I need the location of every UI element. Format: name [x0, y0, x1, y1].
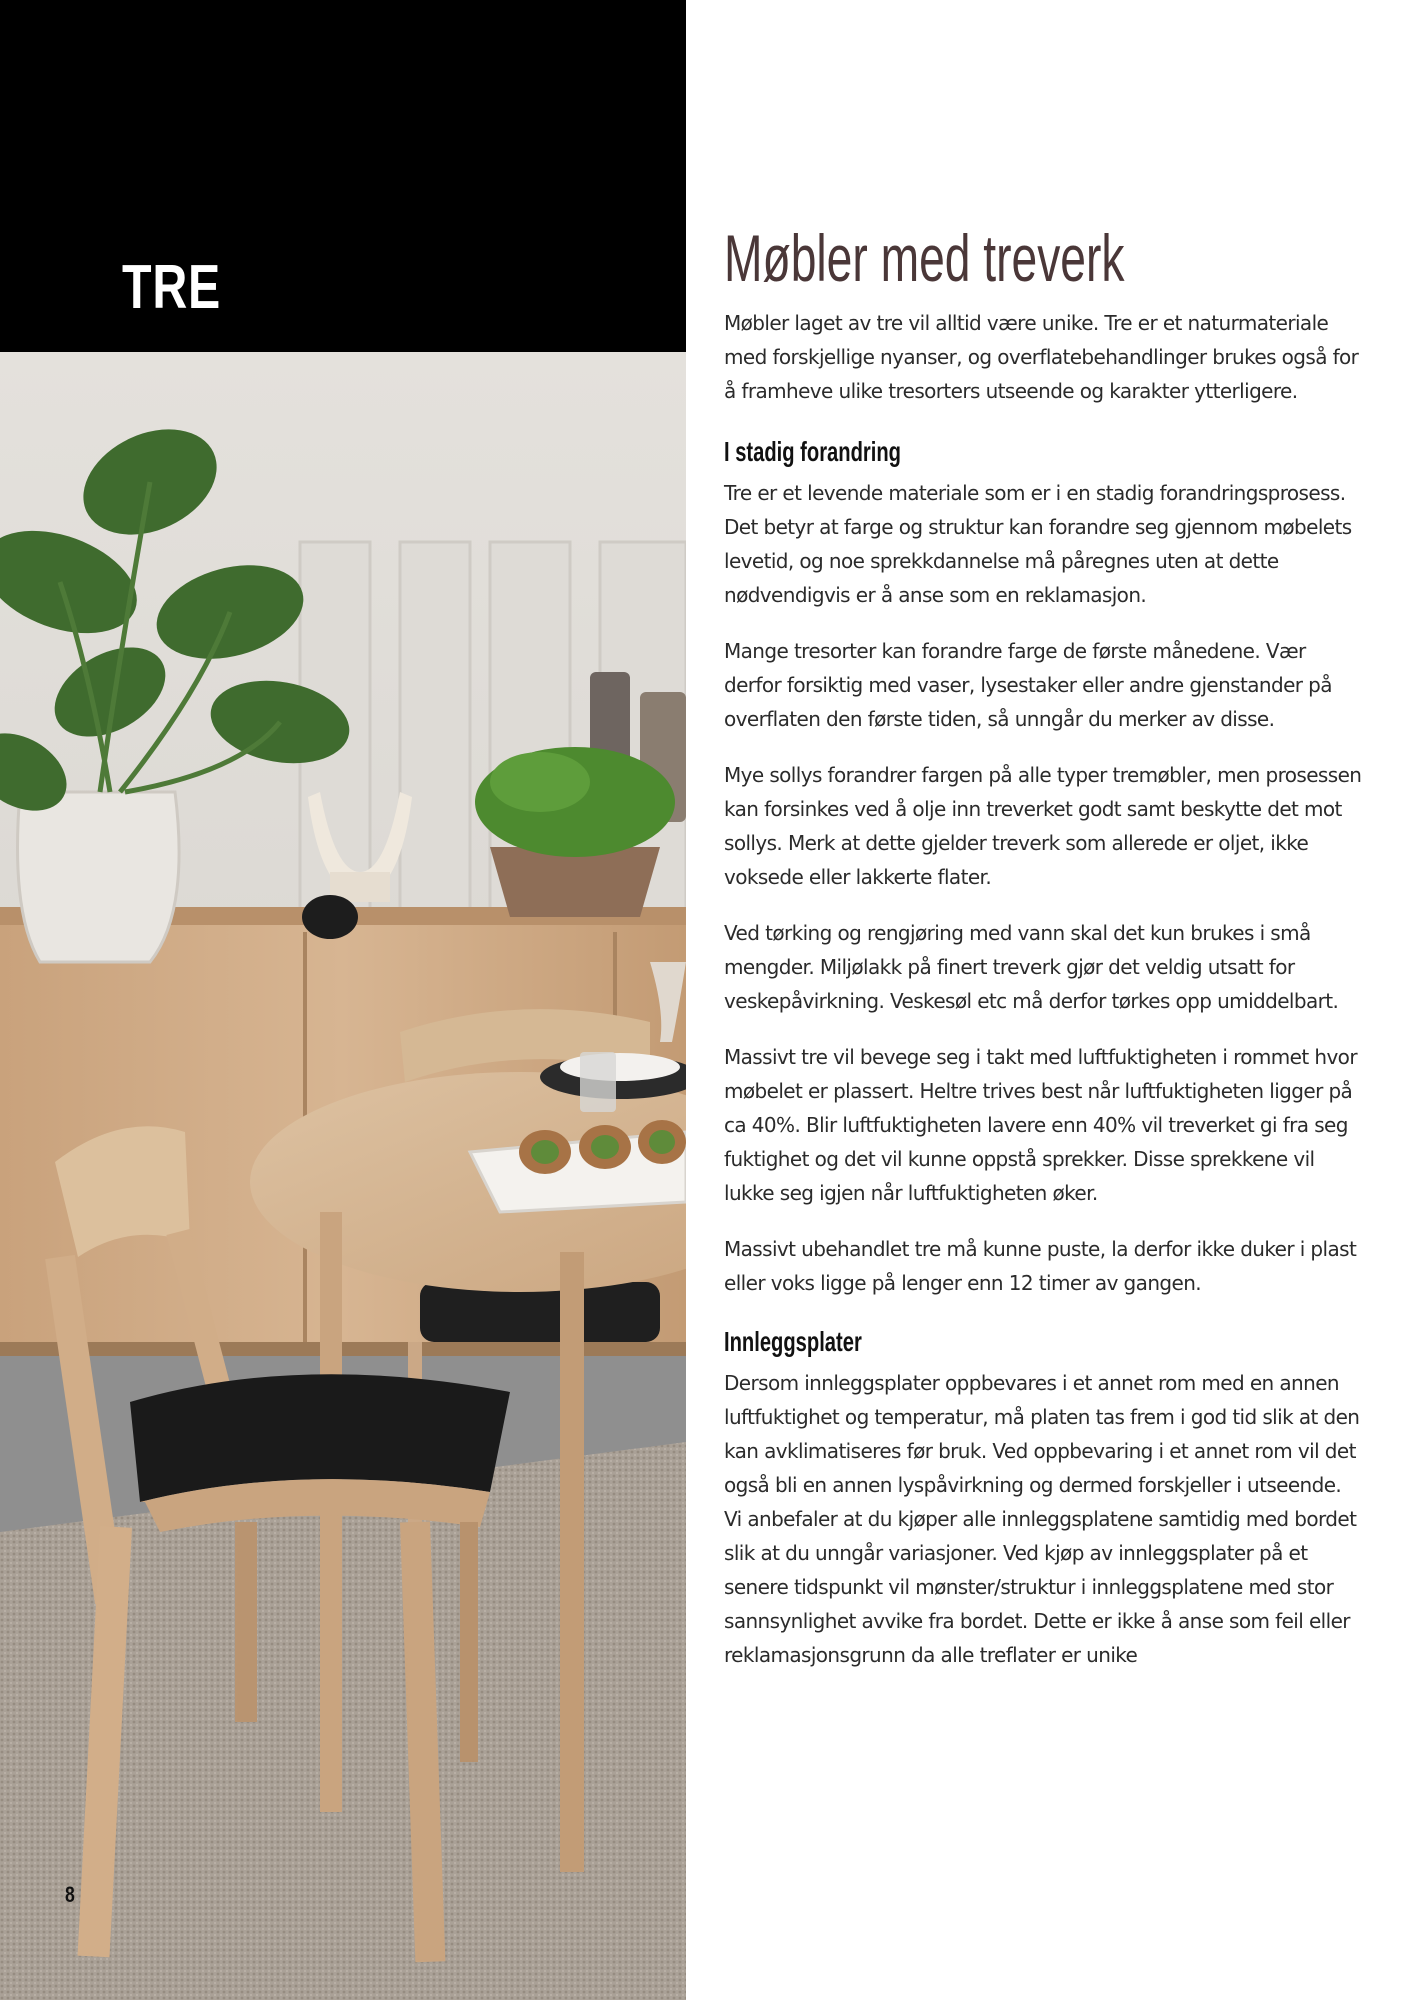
paragraph: Massivt ubehandlet tre må kunne puste, la derfor ikke duker i plast eller voks ligge på lenger enn 12 timer av gangen.	[724, 1237, 1357, 1295]
dining-room-photo	[0, 352, 686, 2000]
paragraph: Tre er et levende materiale som er i en stadig forandringsprosess. Det betyr at farge og struktur kan forandre seg gjennom møbelets levetid, og noe sprekkdannelse må påregnes uten at dette nødvendigvis er å anse som en reklamasjon.	[724, 481, 1352, 607]
article	[724, 218, 1364, 1694]
section-header-block	[0, 0, 686, 352]
paragraph: Mange tresorter kan forandre farge de første månedene. Vær derfor forsiktig med vaser, lysestaker eller andre gjenstander på overflaten den første tiden, så unngår du merker av disse.	[724, 639, 1332, 731]
section-heading-innleggsplater: Innleggsplater	[724, 1326, 862, 1357]
page-title: Møbler med treverk	[724, 221, 1125, 295]
left-panel	[0, 0, 686, 2000]
paragraph: Massivt tre vil bevege seg i takt med luftfuktigheten i rommet hvor møbelet er plassert. Heltre trives best når luftfuktigheten ligger på ca 40%. Blir luftfuktigheten lavere enn 40% vil treverket gi fra seg fuktighet og det vil kunne oppstå sprekker. Disse sprekkene vil lukke seg igjen når luftfuktigheten øker.	[724, 1045, 1357, 1205]
paragraph: Dersom innleggsplater oppbevares i et annet rom med en annen luftfuktighet og temperatur, må platen tas frem i god tid slik at den kan avklimatiseres før bruk. Ved oppbevaring i et annet rom vil det også bli en annen lyspåvirkning og dermed forskjeller i utseende. Vi anbefaler at du kjøper alle innleggsplatene samtidig med bordet slik at du unngår variasjoner. Ved kjøp av innleggsplater på et senere tidspunkt vil mønster/struktur i innleggsplatene med stor sannsynlighet avvike fra bordet. Dette er ikke å anse som feil eller reklamasjonsgrunn da alle treflater er unike	[724, 1371, 1360, 1667]
intro-paragraph: Møbler laget av tre vil alltid være unike. Tre er et naturmateriale med forskjellige nyanser, og overflatebehandlinger brukes også for å framheve ulike tresorters utseende og karakter ytterligere.	[724, 311, 1359, 403]
page-number: 8	[65, 1882, 75, 1907]
section-heading-stadig-forandring: I stadig forandring	[724, 436, 901, 467]
paragraph: Ved tørking og rengjøring med vann skal det kun brukes i små mengder. Miljølakk på finert treverk gjør det veldig utsatt for veskepåvirkning. Veskesøl etc må derfor tørkes opp umiddelbart.	[724, 921, 1339, 1013]
paragraph: Mye sollys forandrer fargen på alle typer tremøbler, men prosessen kan forsinkes ved å olje inn treverket godt samt beskytte det mot sollys. Merk at dette gjelder treverk som allerede er oljet, ikke voksede eller lakkerte flater.	[724, 763, 1362, 889]
section-label: TRE	[122, 253, 222, 322]
